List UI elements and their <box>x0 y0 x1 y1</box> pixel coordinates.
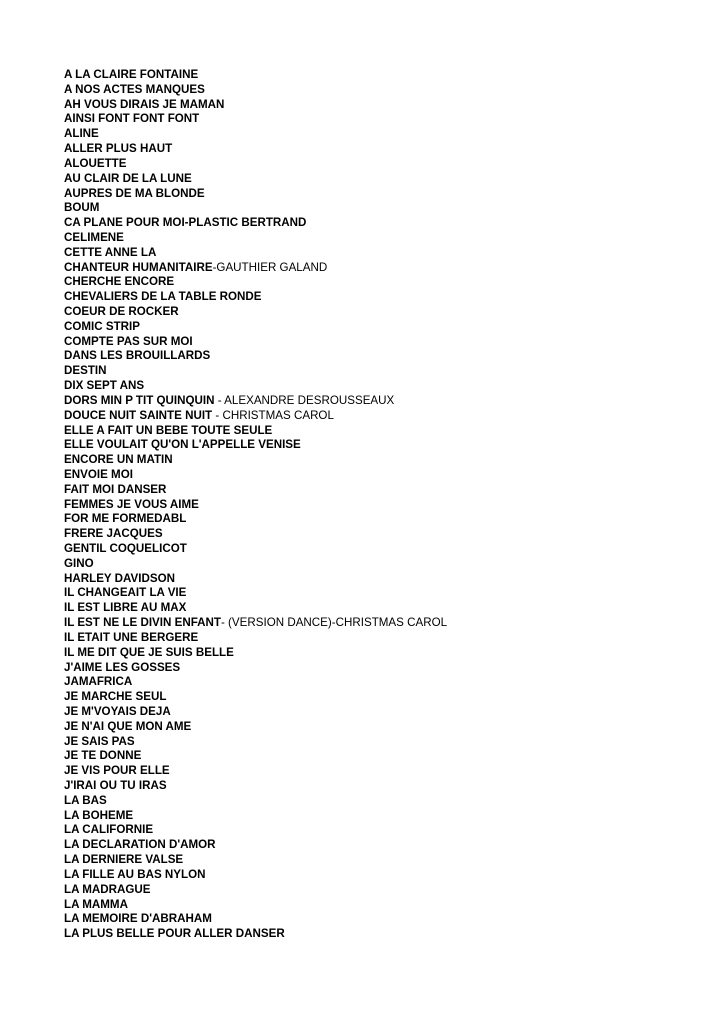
song-title: DESTIN <box>64 364 107 378</box>
song-list-item <box>64 216 704 231</box>
song-list-item <box>64 409 704 424</box>
song-list-item <box>64 201 704 216</box>
song-title: FAIT MOI DANSER <box>64 482 167 496</box>
song-title: JE TE DONNE <box>64 749 142 763</box>
song-title: AU CLAIR DE LA LUNE <box>64 171 192 185</box>
song-title: IL EST LIBRE AU MAX <box>64 601 187 615</box>
song-title: COMIC STRIP <box>64 319 141 333</box>
song-title: ELLE VOULAIT QU'ON L'APPELLE VENISE <box>64 438 301 452</box>
song-list-item <box>64 646 704 661</box>
song-list-item <box>64 601 704 616</box>
song-title: LA MEMOIRE D'ABRAHAM <box>64 912 212 926</box>
song-title: J'IRAI OU TU IRAS <box>64 779 167 792</box>
song-title: A LA CLAIRE FONTAINE <box>64 68 199 81</box>
song-artist-note: - (VERSION DANCE)-CHRISTMAS CAROL <box>220 616 448 630</box>
song-title: ALLER PLUS HAUT <box>64 142 173 156</box>
song-list-item <box>64 320 704 335</box>
song-list-item <box>64 883 704 898</box>
song-list-item <box>64 749 704 764</box>
song-list-item <box>64 794 704 809</box>
song-title: CA PLANE POUR MOI-PLASTIC BERTRAND <box>64 216 307 230</box>
song-title: GINO <box>64 556 94 570</box>
song-title: BOUM <box>64 201 100 215</box>
song-title: DORS MIN P TIT QUINQUIN <box>64 393 215 407</box>
song-list-item <box>64 305 704 320</box>
song-list-item <box>64 616 704 631</box>
song-list-item <box>64 498 704 513</box>
song-title: CETTE ANNE LA <box>64 245 157 259</box>
song-list-item <box>64 231 704 246</box>
song-list-item <box>64 83 704 98</box>
song-title: LA DERNIERE VALSE <box>64 853 184 867</box>
song-list-item <box>64 779 704 794</box>
song-list-item <box>64 98 704 113</box>
song-list-item <box>64 912 704 927</box>
song-title: JE N'AI QUE MON AME <box>64 719 192 733</box>
song-list-item <box>64 675 704 690</box>
song-title: IL ETAIT UNE BERGERE <box>64 630 199 644</box>
song-title: CHERCHE ENCORE <box>64 275 175 289</box>
song-title: ALOUETTE <box>64 156 127 170</box>
song-title: CHANTEUR HUMANITAIRE <box>64 260 213 274</box>
song-list-item <box>64 394 704 409</box>
song-title: JE MARCHE SEUL <box>64 690 167 704</box>
song-title: LA PLUS BELLE POUR ALLER DANSER <box>64 927 285 941</box>
song-title: J'AIME LES GOSSES <box>64 660 181 674</box>
song-list-item <box>64 172 704 187</box>
song-list-item <box>64 809 704 824</box>
song-list-item <box>64 868 704 883</box>
song-list-item <box>64 838 704 853</box>
song-title: AH VOUS DIRAIS JE MAMAN <box>64 97 225 111</box>
song-title: ENVOIE MOI <box>64 467 133 481</box>
document-page <box>64 68 704 942</box>
song-title: JE VIS POUR ELLE <box>64 764 170 778</box>
song-list-item <box>64 720 704 735</box>
song-title: A NOS ACTES MANQUES <box>64 82 205 96</box>
song-title: HARLEY DAVIDSON <box>64 571 176 585</box>
song-list-item <box>64 468 704 483</box>
song-list-item <box>64 542 704 557</box>
song-artist-note: -GAUTHIER GALAND <box>212 260 328 274</box>
song-artist-note: - CHRISTMAS CAROL <box>212 408 334 422</box>
song-title: FEMMES JE VOUS AIME <box>64 497 199 511</box>
song-title: AUPRES DE MA BLONDE <box>64 186 205 200</box>
song-title: JAMAFRICA <box>64 675 133 689</box>
song-list-item <box>64 290 704 305</box>
song-title: ALINE <box>64 127 99 141</box>
song-title: LA DECLARATION D'AMOR <box>64 838 216 852</box>
song-list-item <box>64 853 704 868</box>
song-title: GENTIL COQUELICOT <box>64 542 187 555</box>
song-title: FRERE JACQUES <box>64 527 163 541</box>
song-list-item <box>64 631 704 646</box>
song-list-item <box>64 424 704 439</box>
song-title: CELIMENE <box>64 230 124 244</box>
song-list-item <box>64 823 704 838</box>
song-list-item <box>64 187 704 202</box>
song-list-item <box>64 157 704 172</box>
song-list <box>64 68 704 942</box>
song-list-item <box>64 112 704 127</box>
song-list-item <box>64 142 704 157</box>
song-list-item <box>64 586 704 601</box>
song-artist-note: - ALEXANDRE DESROUSSEAUX <box>214 393 395 407</box>
song-title: LA MAMMA <box>64 897 128 911</box>
song-list-item <box>64 275 704 290</box>
song-title: IL CHANGEAIT LA VIE <box>64 586 187 600</box>
song-title: LA CALIFORNIE <box>64 823 154 837</box>
song-title: JE SAIS PAS <box>64 734 135 748</box>
song-list-item <box>64 690 704 705</box>
song-list-item <box>64 364 704 379</box>
song-list-item <box>64 527 704 542</box>
song-list-item <box>64 735 704 750</box>
song-title: CHEVALIERS DE LA TABLE RONDE <box>64 290 262 304</box>
song-title: LA BOHEME <box>64 808 134 822</box>
song-list-item <box>64 68 704 83</box>
song-title: IL EST NE LE DIVIN ENFANT <box>64 616 221 630</box>
song-list-item <box>64 349 704 364</box>
song-list-item <box>64 127 704 142</box>
song-list-item <box>64 661 704 676</box>
song-title: IL ME DIT QUE JE SUIS BELLE <box>64 645 234 659</box>
song-title: DANS LES BROUILLARDS <box>64 349 211 363</box>
song-title: LA MADRAGUE <box>64 882 151 896</box>
song-list-item <box>64 261 704 276</box>
song-list-item <box>64 453 704 468</box>
song-list-item <box>64 512 704 527</box>
song-title: ENCORE UN MATIN <box>64 453 173 467</box>
song-list-item <box>64 438 704 453</box>
song-title: LA FILLE AU BAS NYLON <box>64 867 206 881</box>
song-title: AINSI FONT FONT FONT <box>64 112 200 126</box>
song-title: DIX SEPT ANS <box>64 379 145 393</box>
song-title: COMPTE PAS SUR MOI <box>64 334 193 348</box>
song-list-item <box>64 335 704 350</box>
song-list-item <box>64 572 704 587</box>
song-title: JE M'VOYAIS DEJA <box>64 704 171 718</box>
song-title: COEUR DE ROCKER <box>64 305 179 318</box>
song-list-item <box>64 705 704 720</box>
song-list-item <box>64 483 704 498</box>
song-title: LA BAS <box>64 793 107 807</box>
song-list-item <box>64 557 704 572</box>
song-title: FOR ME FORMEDABL <box>64 512 187 526</box>
song-title: DOUCE NUIT SAINTE NUIT <box>64 408 213 422</box>
song-list-item <box>64 764 704 779</box>
song-list-item <box>64 898 704 913</box>
song-list-item <box>64 379 704 394</box>
song-list-item <box>64 246 704 261</box>
song-list-item <box>64 927 704 942</box>
song-title: ELLE A FAIT UN BEBE TOUTE SEULE <box>64 423 273 437</box>
